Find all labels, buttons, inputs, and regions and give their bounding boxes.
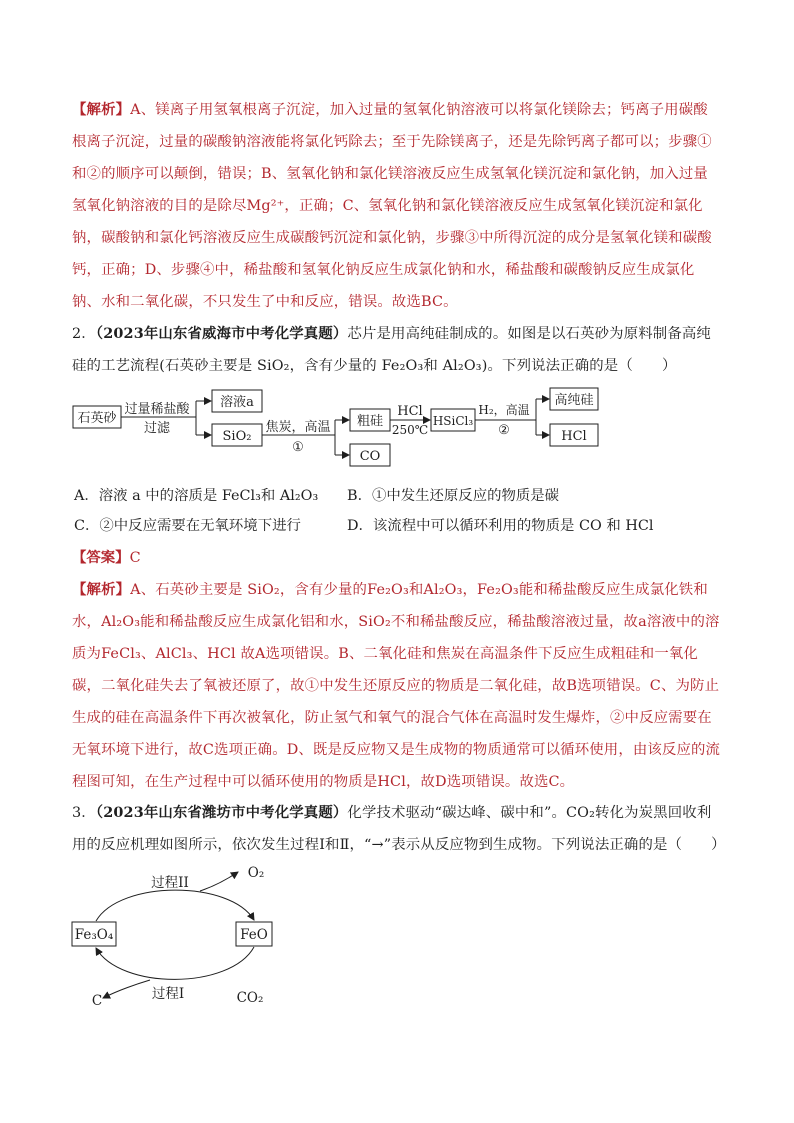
label-step1-bottom: 过滤 — [143, 421, 171, 436]
process-flow-diagram — [0, 0, 794, 480]
answer-line — [72, 548, 141, 568]
analysis-paragraph-q2 — [72, 574, 722, 798]
label-crude-si: 粗硅 — [356, 414, 384, 429]
answer-tag: 【答案】 — [72, 549, 130, 566]
question-number: 3． — [72, 805, 96, 821]
label-c: C — [91, 993, 103, 1009]
label-fe3o4: Fe₃O₄ — [74, 927, 114, 943]
label-co2: CO₂ — [236, 990, 264, 1006]
label-process-2: 过程II — [151, 875, 189, 891]
question-3-stem — [72, 797, 726, 861]
label-o2: O₂ — [247, 865, 265, 881]
reaction-cycle-diagram — [0, 860, 340, 1020]
label-quartz: 石英砂 — [77, 411, 117, 426]
analysis-text: A、石英砂主要是 SiO₂，含有少量的Fe₂O₃和Al₂O₃，Fe₂O₃能和稀盐酸反应生成氯化铁和水，Al₂O₃能和稀盐酸反应生成氯化铝和水，SiO₂不和稀盐酸反应，稀盐酸溶液过量，故a溶液中的溶质为FeCl₃、AlCl₃、HCl 故A选项错误。B、二氧化硅和焦炭在高温条件下反应生成粗硅和一氧化碳，二氧化硅失去了氧被还原了，故①中发生还原反应的物质是二氧化硅，故B选项错误。C、为防止生成的硅在高温条件下再次被氧化，防止氢气和氧气的混合气体在高温时发生爆炸，②中反应需要在无氧环境下进行，故C选项正确。D、既是反应物又是生成物的物质通常可以循环使用，由该反应的流程图可知，在生产过程中可以循环使用的物质是HCl，故D选项错误。故选C。 — [72, 582, 721, 790]
question-number: 2． — [72, 326, 96, 342]
label-sio2: SiO₂ — [222, 429, 252, 444]
option-c: C．②中反应需要在无氧环境下进行 — [74, 518, 301, 534]
label-step2-bottom: ① — [292, 440, 304, 455]
answer-value: C — [129, 550, 141, 566]
label-step2-top: 焦炭，高温 — [265, 420, 331, 435]
option-b: B．①中发生还原反应的物质是碳 — [347, 488, 560, 504]
arc-process-1 — [96, 947, 254, 979]
analysis-tag: 【解析】 — [72, 101, 131, 118]
analysis-text: A、镁离子用氢氧根离子沉淀，加入过量的氢氧化钠溶液可以将氯化镁除去；钙离子用碳酸根离子沉淀，过量的碳酸钠溶液能将氯化钙除去；至于先除镁离子，还是先除钙离子都可以；步骤①和②的顺序可以颠倒，错误；B、氢氧化钠和氯化镁溶液反应生成氢氧化镁沉淀和氯化钠，加入过量氢氧化钠溶液的目的是除尽Mg²⁺，正确；C、氢氧化钠和氯化镁溶液反应生成氢氧化镁沉淀和氯化钠，碳酸钠和氯化钙溶液反应生成碳酸钙沉淀和氯化钠，步骤③中所得沉淀的成分是氢氧化镁和碳酸钙，正确；D、步骤④中，稀盐酸和氢氧化钠反应生成氯化钠和水，稀盐酸和碳酸钠反应生成氯化钠、水和二氧化碳，不只发生了中和反应，错误。故选BC。 — [72, 102, 712, 310]
question-text: 化学技术驱动“碳达峰、碳中和”。CO₂转化为炭黑回收利用的反应机理如图所示，依次发生过程Ⅰ和Ⅱ，“→”表示从反应物到生成物。下列说法正确的是（ ） — [72, 805, 726, 853]
label-hsicl3: HSiCl₃ — [432, 414, 474, 428]
question-text: 芯片是用高纯硅制成的。如图是以石英砂为原料制备高纯硅的工艺流程(石英砂主要是 SiO₂，含有少量的 Fe₂O₃和 Al₂O₃)。下列说法正确的是（ ） — [72, 326, 711, 374]
option-d: D．该流程中可以循环利用的物质是 CO 和 HCl — [347, 518, 654, 534]
label-pure-si: 高纯硅 — [554, 393, 594, 408]
label-process-1: 过程I — [151, 986, 185, 1002]
question-source: （2023年山东省潍坊市中考化学真题） — [95, 804, 348, 821]
label-feo: FeO — [240, 927, 268, 943]
label-hcl: HCl — [561, 429, 587, 444]
label-solution-a: 溶液a — [220, 395, 254, 410]
label-step4-bottom: ② — [498, 423, 510, 438]
arrow-to-c — [103, 980, 150, 998]
arrow-to-o2 — [200, 872, 238, 891]
arc-process-2 — [96, 890, 254, 921]
label-step3-top: HCl — [397, 404, 423, 419]
question-source: （2023年山东省威海市中考化学真题） — [95, 325, 348, 342]
analysis-tag: 【解析】 — [72, 581, 131, 598]
option-a: A．溶液 a 中的溶质是 FeCl₃和 Al₂O₃ — [74, 488, 319, 504]
label-co: CO — [359, 449, 381, 464]
label-step4-top: H₂，高温 — [478, 403, 530, 417]
label-step1-top: 过量稀盐酸 — [124, 402, 190, 417]
label-step3-bottom: 250℃ — [391, 423, 429, 437]
